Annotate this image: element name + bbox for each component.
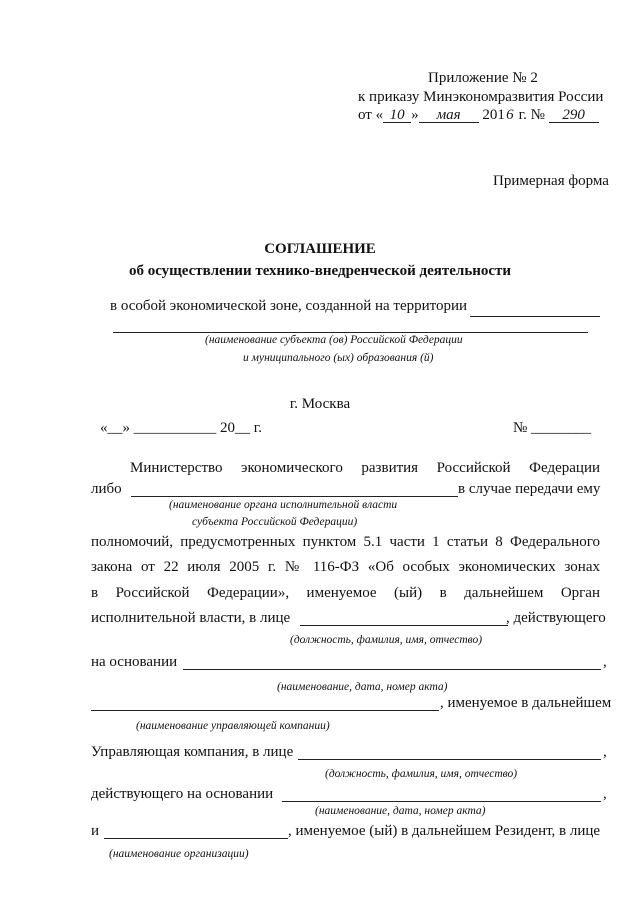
note-company: (наименование управляющей компании) bbox=[136, 720, 330, 732]
agreement-date: «__» ___________ 20__ г. bbox=[100, 420, 262, 436]
form-type-label: Примерная форма bbox=[493, 173, 609, 189]
basis-label-1: на основании bbox=[91, 654, 178, 670]
company-name-blank bbox=[91, 710, 439, 711]
zone-line: в особой экономической зоне, созданной на территории bbox=[110, 298, 468, 314]
handwritten-day: 10 bbox=[383, 108, 411, 123]
document-subtitle: об осуществлении технико-внедренческой деятельности bbox=[128, 263, 512, 279]
handwritten-month: мая bbox=[419, 108, 479, 123]
body-line-1: Министерство экономического развития Российской Федерации bbox=[130, 460, 600, 476]
zone-territory-blank bbox=[470, 316, 600, 317]
and-label: и bbox=[91, 823, 100, 839]
note-authority-2: субъекта Российской Федерации) bbox=[192, 516, 358, 528]
note-authority-1: (наименование органа исполнительной власти bbox=[169, 499, 398, 511]
note-subject-1: (наименование субъекта (ов) Российской Федерации bbox=[205, 334, 463, 346]
body-line-6-a: исполнительной власти, в лице bbox=[91, 610, 291, 626]
body-line-4: закона от 22 июля 2005 г. № 116-ФЗ «Об особых экономических зонах bbox=[91, 559, 600, 575]
body-line-2-transfer: в случае передачи ему bbox=[458, 481, 601, 497]
body-line-5: в Российской Федерации», именуемое (ый) в дальнейшем Орган bbox=[91, 585, 600, 601]
company-label: Управляющая компания, в лице bbox=[91, 744, 294, 760]
note-org: (наименование организации) bbox=[109, 848, 249, 860]
basis-blank-1 bbox=[183, 669, 601, 670]
authority-blank bbox=[131, 496, 458, 497]
basis-blank-2 bbox=[282, 801, 601, 802]
acting-basis-label: действующего на основании bbox=[91, 786, 274, 802]
order-reference: к приказу Минэкономразвития России bbox=[358, 89, 604, 105]
body-line-6-b: , действующего bbox=[506, 610, 606, 626]
resident-tail: , именуемое (ый) в дальнейшем Резидент, в лице bbox=[288, 823, 601, 839]
handwritten-year-digit: 6 bbox=[506, 107, 514, 123]
authority-person-blank bbox=[300, 625, 508, 626]
body-line-2-either: либо bbox=[91, 481, 122, 497]
note-subject-2: и муниципального (ых) образования (й) bbox=[243, 352, 434, 364]
order-date-line: от « 10 » мая 2016 г. № 290 bbox=[358, 107, 599, 124]
handwritten-order-number: 290 bbox=[549, 108, 599, 123]
company-comma: , bbox=[603, 744, 607, 760]
note-person-2: (должность, фамилия, имя, отчество) bbox=[325, 768, 518, 780]
city-label: г. Москва bbox=[289, 396, 351, 412]
zone-subject-blank bbox=[113, 332, 588, 333]
agreement-number: № ________ bbox=[513, 420, 592, 436]
named-further-label: , именуемое в дальнейшем bbox=[440, 695, 612, 711]
note-act-1: (наименование, дата, номер акта) bbox=[277, 681, 448, 693]
basis-comma-2: , bbox=[603, 786, 607, 802]
company-person-blank bbox=[298, 759, 601, 760]
body-line-3: полномочий, предусмотренных пунктом 5.1 части 1 статьи 8 Федерального bbox=[91, 534, 600, 550]
document-title: СОГЛАШЕНИЕ bbox=[264, 241, 376, 257]
basis-comma-1: , bbox=[603, 654, 607, 670]
note-person-1: (должность, фамилия, имя, отчество) bbox=[290, 634, 483, 646]
appendix-label: Приложение № 2 bbox=[428, 70, 538, 86]
note-act-2: (наименование, дата, номер акта) bbox=[315, 805, 486, 817]
resident-org-blank bbox=[104, 838, 288, 839]
